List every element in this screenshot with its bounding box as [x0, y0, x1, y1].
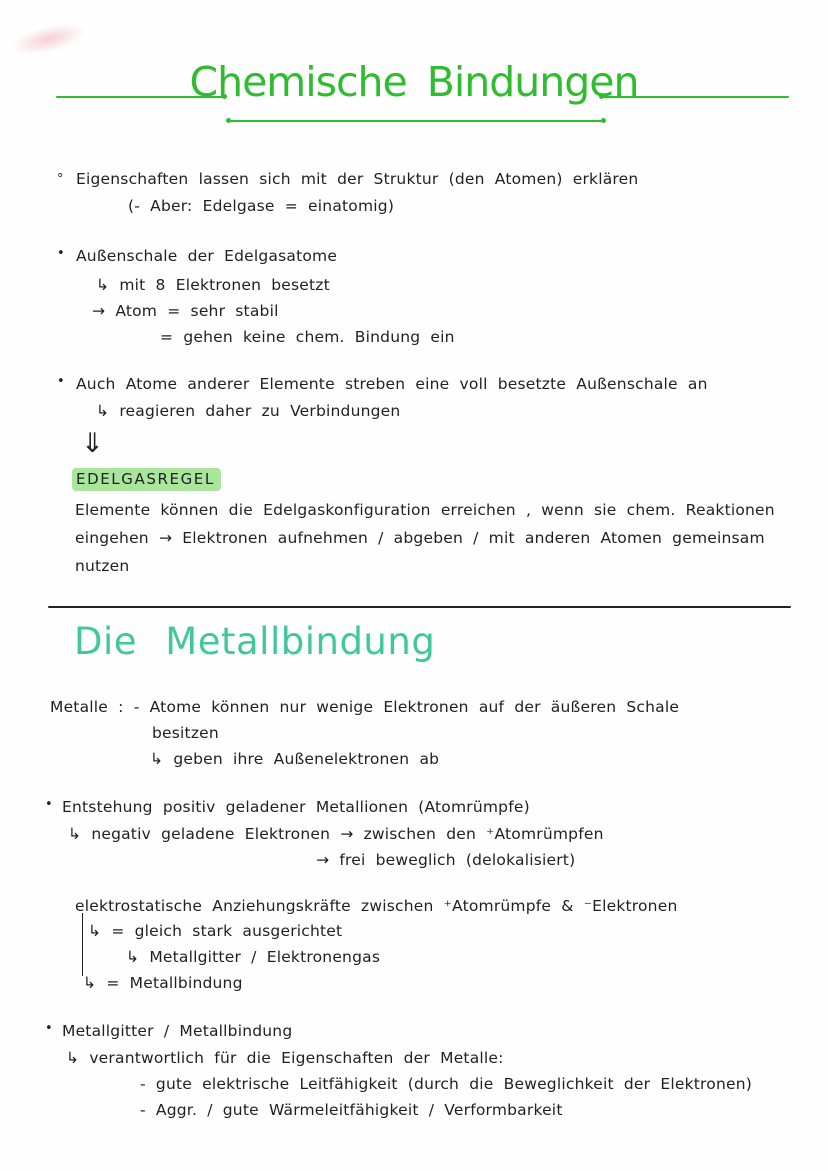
note-line: Metalle : - Atome können nur wenige Elektronen auf der äußeren Schale [50, 698, 680, 716]
note-line: - gute elektrische Leitfähigkeit (durch die Beweglichkeit der Elektronen) [140, 1075, 752, 1093]
note-line: ↳ = Metallbindung [83, 974, 243, 992]
bracket-line [82, 913, 83, 976]
section-divider-line [48, 606, 791, 608]
page-title: Chemische Bindungen [189, 58, 639, 106]
note-line: elektrostatische Anziehungskräfte zwischen ⁺Atomrümpfe & ⁻Elektronen [75, 897, 678, 915]
pink-smudge-mark [8, 17, 90, 61]
note-line: Eigenschaften lassen sich mit der Struktur (den Atomen) erklären [76, 170, 639, 188]
note-line: ↳ Metallgitter / Elektronengas [126, 948, 381, 966]
bullet-marker: • [45, 797, 53, 812]
double-down-arrow-icon: ⇓ [81, 428, 104, 459]
note-line: Entstehung positiv geladener Metallionen (Atomrümpfe) [62, 798, 530, 816]
note-line: ↳ = gleich stark ausgerichtet [88, 922, 343, 940]
title-underline [228, 120, 602, 122]
bullet-marker: • [57, 246, 65, 261]
note-line: eingehen → Elektronen aufnehmen / abgeben / mit anderen Atomen gemeinsam [75, 529, 765, 547]
note-line: = gehen keine chem. Bindung ein [160, 328, 455, 346]
note-line: ↳ geben ihre Außenelektronen ab [150, 750, 440, 768]
note-line: (- Aber: Edelgase = einatomig) [128, 197, 395, 215]
note-line: - Aggr. / gute Wärmeleitfähigkeit / Verformbarkeit [140, 1101, 563, 1119]
note-line: Metallgitter / Metallbindung [62, 1022, 293, 1040]
bullet-marker: ° [57, 172, 64, 187]
note-line: Auch Atome anderer Elemente streben eine voll besetzte Außenschale an [76, 375, 708, 393]
section-heading: Die Metallbindung [74, 620, 436, 663]
note-line: ↳ mit 8 Elektronen besetzt [96, 276, 330, 294]
bullet-marker: • [57, 374, 65, 389]
note-line: Elemente können die Edelgaskonfiguration erreichen , wenn sie chem. Reaktionen [75, 501, 775, 519]
note-line: → Atom = sehr stabil [92, 302, 279, 320]
note-line: Außenschale der Edelgasatome [76, 247, 338, 265]
note-line: ↳ negativ geladene Elektronen → zwischen den ⁺Atomrümpfen [68, 825, 604, 843]
highlight-label: EDELGASREGEL [72, 468, 221, 491]
note-line: nutzen [75, 557, 130, 575]
bullet-marker: • [45, 1021, 53, 1036]
note-line: besitzen [152, 724, 219, 742]
note-line: ↳ reagieren daher zu Verbindungen [96, 402, 401, 420]
note-line: → frei beweglich (delokalisiert) [316, 851, 576, 869]
note-line: ↳ verantwortlich für die Eigenschaften der Metalle: [66, 1049, 504, 1067]
